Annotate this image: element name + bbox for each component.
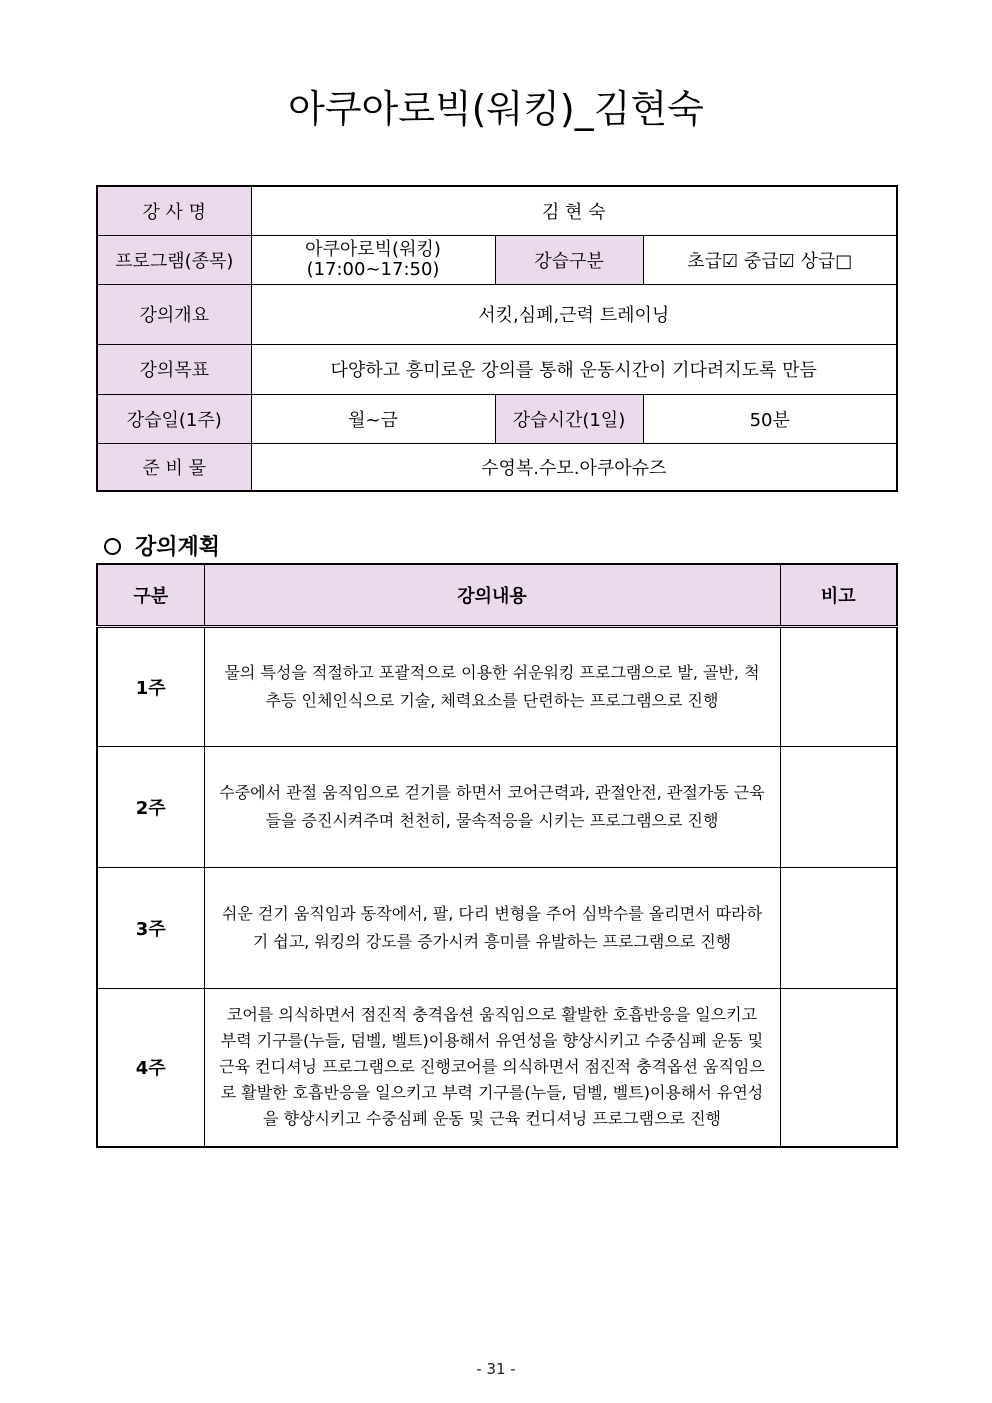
program-value [251,235,495,284]
table-row [97,868,897,989]
page-title: 아쿠아로빅(워킹)_김현숙 [288,87,704,131]
content-cell: 수중에서 관절 움직임으로 걷기를 하면서 코어근력과, 관절안전, 관절가동 근육들을 증진시켜주며 천천히, 물속적응을 시키는 프로그램으로 진행 [204,747,780,868]
supplies-label: 준 비 물 [97,443,251,491]
instructor-label: 강 사 명 [97,186,251,235]
days-label: 강습일(1주) [97,394,251,443]
program-row [97,235,897,284]
note-cell [780,989,897,1147]
overview-label: 강의개요 [97,284,251,344]
duration-label: 강습시간(1일) [495,394,643,443]
program-label: 프로그램(종목) [97,235,251,284]
program-name: 아쿠아로빅(워킹) [305,238,441,260]
supplies-value: 수영복.수모.아쿠아슈즈 [251,443,897,491]
table-row [97,747,897,868]
plan-header-row [97,564,897,627]
program-time: (17:00~17:50) [306,258,440,280]
note-cell [780,868,897,989]
days-value: 월~금 [251,394,495,443]
week-cell: 1주 [97,627,204,747]
page-number: - 31 - [476,1360,516,1378]
header-week: 구분 [97,564,204,627]
week-cell: 4주 [97,989,204,1147]
note-cell [780,627,897,747]
instructor-value: 김 현 숙 [251,186,897,235]
content-cell: 물의 특성을 적절하고 포괄적으로 이용한 쉬운워킹 프로그램으로 발, 골반, 척추등 인체인식으로 기술, 체력요소를 단련하는 프로그램으로 진행 [204,627,780,747]
overview-row [97,284,897,344]
week-cell: 3주 [97,868,204,989]
schedule-row [97,394,897,443]
overview-value: 서킷,심폐,근력 트레이닝 [251,284,897,344]
section-title: 강의계획 [135,535,221,560]
instructor-row [97,186,897,235]
goal-value: 다양하고 흥미로운 강의를 통해 운동시간이 기다려지도록 만듬 [251,344,897,394]
goal-label: 강의목표 [97,344,251,394]
table-row [97,627,897,747]
table-row [97,989,897,1147]
section-heading [104,530,220,561]
circle-bullet-icon [104,538,121,555]
header-content: 강의내용 [204,564,780,627]
duration-value: 50분 [643,394,897,443]
course-info-table [96,185,898,492]
content-cell: 코어를 의식하면서 점진적 충격옵션 움직임으로 활발한 호흡반응을 일으키고 부력 기구를(누들, 덤벨, 벨트)이용해서 유연성을 향상시키고 수중심폐 운동 및 근육 컨디셔닝 프로그램으로 진행코어를 의식하면서 점진적 충격옵션 움직임으로 활발한 호흡반응을 일으키고 부력 기구를(누들, 덤벨, 벨트)이용해서 유연성을 향상시키고 수중심폐 운동 및 근육 컨디셔닝 프로그램으로 진행 [204,989,780,1147]
content-cell: 쉬운 걷기 움직임과 동작에서, 팔, 다리 변형을 주어 심박수를 올리면서 따라하기 쉽고, 워킹의 강도를 증가시켜 흥미를 유발하는 프로그램으로 진행 [204,868,780,989]
level-label: 강습구분 [495,235,643,284]
week-cell: 2주 [97,747,204,868]
supplies-row [97,443,897,491]
level-value: 초급☑ 중급☑ 상급□ [643,235,897,284]
lesson-plan-table [96,563,898,1148]
header-note: 비고 [780,564,897,627]
goal-row [97,344,897,394]
note-cell [780,747,897,868]
